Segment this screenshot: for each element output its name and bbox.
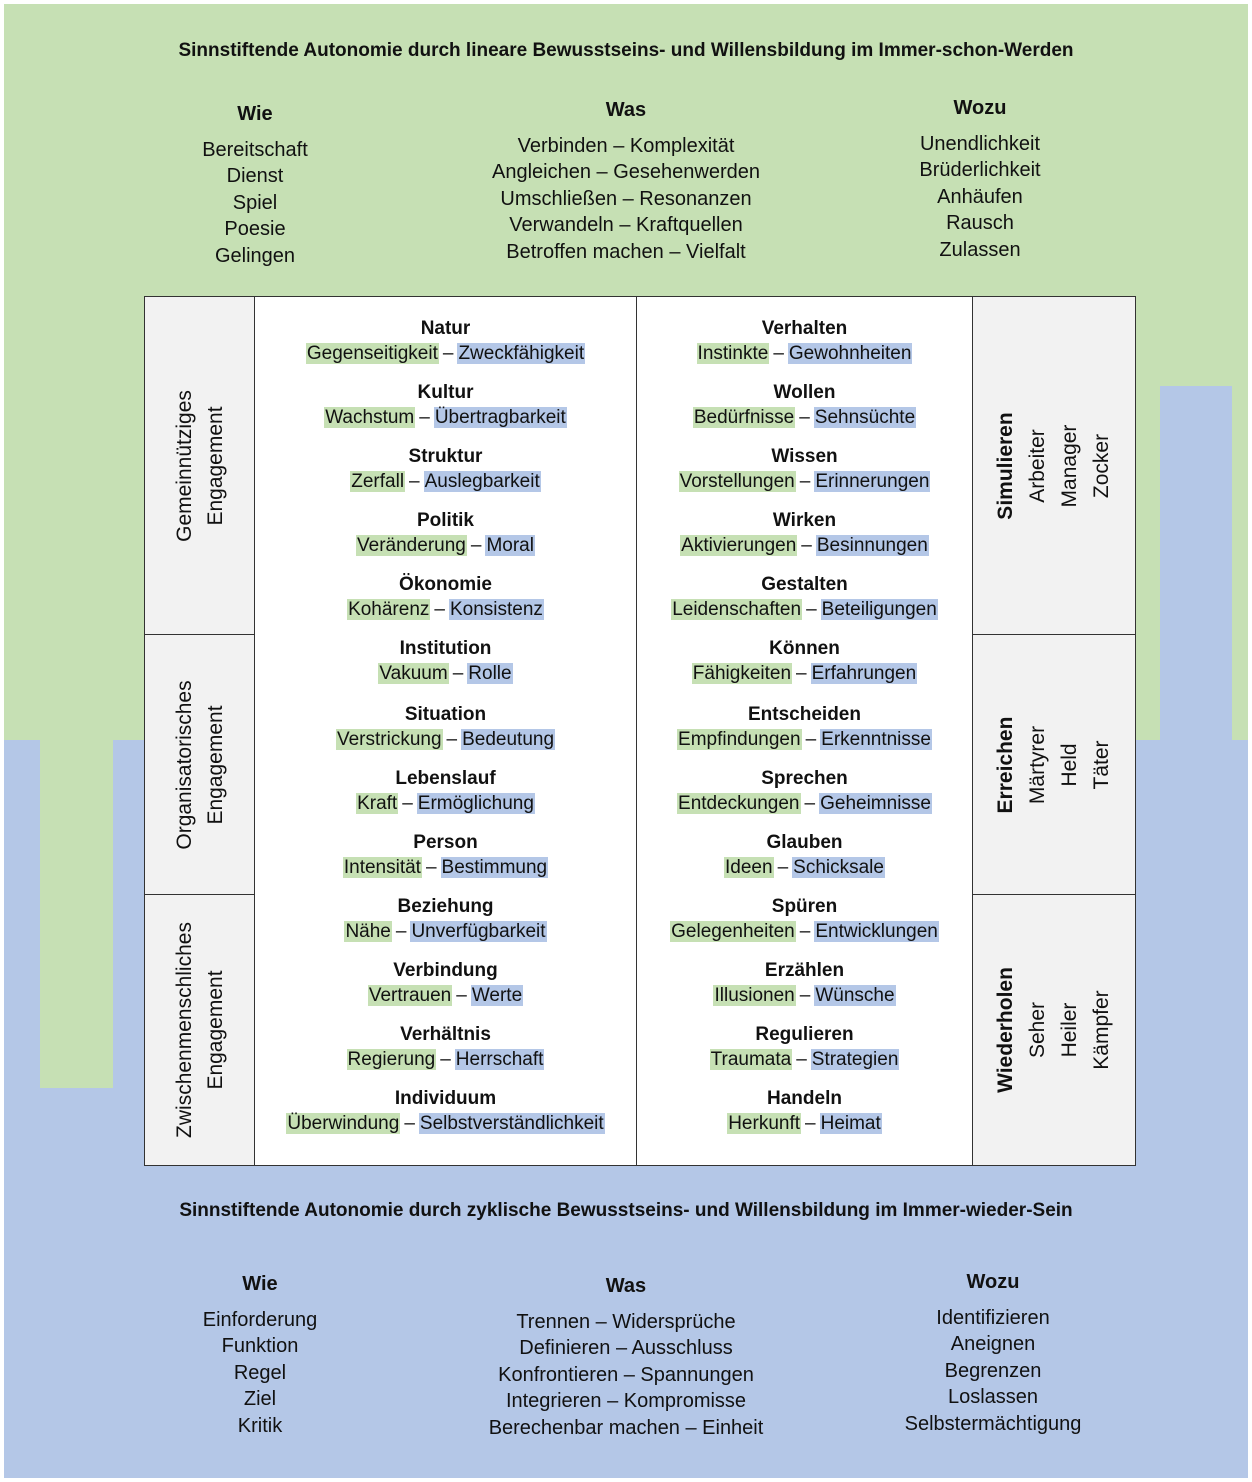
bottom-wie-item: Funktion xyxy=(221,1335,299,1357)
topic-term-blue: Erfahrungen xyxy=(811,663,917,684)
topic-title: Regulieren xyxy=(755,1024,854,1045)
bottom-wozu-item: Loslassen xyxy=(947,1386,1039,1408)
bottom-was-item: Konfrontieren – Spannungen xyxy=(498,1363,754,1386)
topic-title: Entscheiden xyxy=(748,704,861,725)
topic-entry xyxy=(255,637,636,687)
topic-term-green: Regierung xyxy=(347,1049,436,1070)
topic-pair xyxy=(637,1047,972,1073)
dash-separator: – xyxy=(470,535,482,556)
topic-term-blue: Auslegbarkeit xyxy=(424,471,540,492)
topic-pair xyxy=(255,533,636,559)
topic-pair xyxy=(637,983,972,1009)
engagement-cell-0 xyxy=(144,296,255,635)
role-item: Held xyxy=(1058,742,1081,787)
role-item: Kämpfer xyxy=(1090,990,1113,1070)
top-wozu-item: Zulassen xyxy=(939,238,1021,261)
topic-term-blue: Werte xyxy=(471,985,523,1006)
role-group xyxy=(990,967,1118,1093)
engagement-label-line: Engagement xyxy=(203,970,227,1090)
top-was-column xyxy=(456,97,796,265)
topic-term-blue: Entwicklungen xyxy=(815,921,938,942)
topic-title: Verbindung xyxy=(393,960,498,981)
topic-title: Sprechen xyxy=(761,768,848,789)
engagement-label-line: Engagement xyxy=(203,704,227,825)
topic-entry xyxy=(255,1023,636,1073)
bottom-wozu-item: Selbstermächtigung xyxy=(904,1412,1082,1435)
dash-separator: – xyxy=(425,857,437,878)
dash-separator: – xyxy=(442,343,454,364)
role-heading: Wiederholen xyxy=(994,967,1017,1093)
role-item: Seher xyxy=(1026,1001,1049,1059)
bottom-wozu-column xyxy=(893,1269,1093,1437)
role-group xyxy=(990,412,1118,519)
topic-pair xyxy=(637,1111,972,1137)
topic-entry xyxy=(637,573,972,623)
topic-pair xyxy=(637,661,972,687)
topic-term-blue: Strategien xyxy=(811,1049,899,1070)
topic-entry xyxy=(255,381,636,431)
bottom-wie-label: Wie xyxy=(242,1273,278,1295)
topic-term-green: Vertrauen xyxy=(368,985,452,1006)
top-wozu-item: Brüderlichkeit xyxy=(919,159,1041,181)
top-wozu-item: Rausch xyxy=(946,212,1014,234)
bottom-was-item: Trennen – Widersprüche xyxy=(516,1310,736,1333)
topic-pair xyxy=(637,405,972,431)
top-wie-item: Gelingen xyxy=(214,244,296,267)
engagement-label xyxy=(169,390,231,542)
top-was-item: Betroffen machen – Vielfalt xyxy=(506,240,746,263)
topic-term-green: Ideen xyxy=(725,857,773,878)
dash-separator: – xyxy=(395,921,407,942)
topic-title: Erzählen xyxy=(764,960,845,981)
topic-title: Handeln xyxy=(767,1088,842,1109)
topic-term-blue: Bedeutung xyxy=(462,729,555,750)
topic-entry xyxy=(637,895,972,945)
topic-term-blue: Wünsche xyxy=(815,985,895,1006)
topic-term-green: Empfindungen xyxy=(678,729,801,750)
topic-term-green: Gegenseitigkeit xyxy=(306,343,438,364)
dash-separator: – xyxy=(796,663,807,684)
topic-term-green: Zerfall xyxy=(351,471,405,492)
role-cell-1 xyxy=(972,634,1136,895)
topic-term-green: Kraft xyxy=(357,793,398,814)
dash-separator: – xyxy=(440,1049,451,1070)
bottom-wozu-item: Identifizieren xyxy=(936,1306,1050,1329)
topic-entry xyxy=(637,703,972,753)
topic-entry xyxy=(637,509,972,559)
topic-pair xyxy=(255,791,636,817)
topic-title: Spüren xyxy=(771,896,838,917)
dash-separator: – xyxy=(446,729,458,750)
topic-title: Glauben xyxy=(766,832,843,853)
left-topic-column xyxy=(254,296,637,1166)
topic-term-green: Wachstum xyxy=(325,407,415,428)
topic-entry xyxy=(637,959,972,1009)
dash-separator: – xyxy=(404,1113,415,1134)
role-item: Täter xyxy=(1090,739,1113,790)
top-was-item: Umschließen – Resonanzen xyxy=(500,187,752,210)
dash-separator: – xyxy=(799,985,811,1006)
topic-pair xyxy=(637,919,972,945)
dash-separator: – xyxy=(796,1049,807,1070)
topic-title: Gestalten xyxy=(761,574,848,595)
topic-term-blue: Selbstverständlichkeit xyxy=(419,1113,604,1134)
bottom-was-item: Berechenbar machen – Einheit xyxy=(488,1416,764,1439)
background-green-left-drop xyxy=(40,740,113,1088)
dash-separator: – xyxy=(419,407,430,428)
topic-title: Verhalten xyxy=(761,318,848,339)
topic-term-green: Bedürfnisse xyxy=(693,407,795,428)
topic-entry xyxy=(255,895,636,945)
topic-term-blue: Erinnerungen xyxy=(815,471,930,492)
topic-entry xyxy=(255,767,636,817)
dash-separator: – xyxy=(402,793,413,814)
topic-pair xyxy=(255,727,636,753)
topic-term-green: Veränderung xyxy=(357,535,466,556)
topic-term-green: Vorstellungen xyxy=(679,471,795,492)
engagement-label-line: Organisatorisches xyxy=(172,679,196,850)
topic-term-green: Verstrickung xyxy=(336,729,442,750)
dash-separator: – xyxy=(799,407,810,428)
topic-pair xyxy=(637,791,972,817)
topic-title: Verhältnis xyxy=(400,1024,491,1045)
topic-pair xyxy=(637,597,972,623)
top-wie-label: Wie xyxy=(237,103,273,125)
role-cell-2 xyxy=(972,894,1136,1166)
topic-title: Person xyxy=(413,832,478,853)
dash-separator: – xyxy=(805,1113,816,1134)
topic-title: Lebenslauf xyxy=(395,768,496,789)
topic-term-green: Illusionen xyxy=(714,985,795,1006)
topic-title: Politik xyxy=(416,510,474,531)
top-was-label: Was xyxy=(605,99,647,121)
dash-separator: – xyxy=(456,985,467,1006)
engagement-label-line: Gemeinnütziges xyxy=(172,389,196,542)
topic-entry xyxy=(637,445,972,495)
topic-title: Situation xyxy=(404,704,487,725)
topic-term-blue: Herrschaft xyxy=(455,1049,544,1070)
bottom-wie-item: Ziel xyxy=(243,1388,277,1410)
topic-title: Wollen xyxy=(773,382,836,403)
role-item: Heiler xyxy=(1058,1002,1081,1058)
topic-entry xyxy=(255,959,636,1009)
topic-pair xyxy=(637,341,972,367)
role-cell-0 xyxy=(972,296,1136,635)
topic-pair xyxy=(255,919,636,945)
topic-pair xyxy=(255,661,636,687)
engagement-label xyxy=(169,922,231,1138)
topic-entry xyxy=(637,637,972,687)
topic-term-blue: Gewohnheiten xyxy=(788,343,912,364)
topic-title: Beziehung xyxy=(397,896,494,917)
topic-entry xyxy=(255,831,636,881)
top-wozu-item: Anhäufen xyxy=(937,185,1023,208)
background-blue-right-rise xyxy=(1160,386,1232,740)
topic-term-blue: Unverfügbarkeit xyxy=(411,921,546,942)
topic-pair xyxy=(255,597,636,623)
bottom-wie-item: Regel xyxy=(233,1361,287,1384)
dash-separator: – xyxy=(409,471,420,492)
topic-entry xyxy=(637,381,972,431)
bottom-wozu-label: Wozu xyxy=(966,1271,1020,1293)
dash-separator: – xyxy=(801,535,812,556)
bottom-wie-item: Einforderung xyxy=(202,1308,318,1331)
engagement-grid xyxy=(144,296,1136,1166)
topic-entry xyxy=(255,573,636,623)
topic-title: Natur xyxy=(420,318,471,339)
topic-title: Struktur xyxy=(408,446,483,467)
topic-term-green: Instinkte xyxy=(697,343,769,364)
bottom-wozu-item: Begrenzen xyxy=(944,1359,1042,1382)
engagement-cell-2 xyxy=(144,894,255,1166)
right-topic-column xyxy=(636,296,973,1166)
topic-entry xyxy=(255,317,636,367)
topic-pair xyxy=(637,855,972,881)
bottom-wie-item: Kritik xyxy=(237,1414,283,1437)
topic-term-blue: Rolle xyxy=(468,663,512,684)
dash-separator: – xyxy=(805,729,817,750)
topic-term-green: Fähigkeiten xyxy=(692,663,792,684)
top-was-item: Verwandeln – Kraftquellen xyxy=(509,214,743,236)
topic-term-green: Aktivierungen xyxy=(681,535,797,556)
topic-term-blue: Schicksale xyxy=(793,857,884,878)
topic-term-blue: Übertragbarkeit xyxy=(434,407,566,428)
top-wozu-label: Wozu xyxy=(953,97,1007,119)
role-group xyxy=(990,716,1118,813)
dash-separator: – xyxy=(452,663,464,684)
topic-pair xyxy=(255,405,636,431)
dash-separator: – xyxy=(799,471,811,492)
topic-term-blue: Geheimnisse xyxy=(820,793,931,814)
topic-term-blue: Zweckfähigkeit xyxy=(458,343,585,364)
role-heading: Erreichen xyxy=(994,716,1017,813)
role-item: Märtyrer xyxy=(1026,725,1049,804)
topic-term-blue: Erkenntnisse xyxy=(821,729,931,750)
topic-title: Ökonomie xyxy=(399,574,492,595)
topic-term-green: Intensität xyxy=(343,857,421,878)
topic-term-blue: Beteiligungen xyxy=(821,599,937,620)
topic-term-blue: Ermöglichung xyxy=(417,793,534,814)
role-item: Manager xyxy=(1058,424,1081,507)
bottom-was-label: Was xyxy=(605,1275,647,1297)
engagement-label-line: Zwischenmenschliches xyxy=(172,922,196,1138)
bottom-wozu-item: Aneignen xyxy=(950,1333,1036,1355)
top-wie-item: Spiel xyxy=(232,191,278,214)
role-item: Zocker xyxy=(1090,433,1113,498)
topic-term-green: Traumata xyxy=(710,1049,792,1070)
topic-entry xyxy=(637,1023,972,1073)
topic-term-green: Nähe xyxy=(345,921,391,942)
dash-separator: – xyxy=(806,599,817,620)
topic-term-blue: Heimat xyxy=(820,1113,881,1134)
dash-separator: – xyxy=(804,793,816,814)
topic-pair xyxy=(255,855,636,881)
bottom-title: Sinnstiftende Autonomie durch zyklische Bewusstseins- und Willensbildung im Immer-wieder-Sein xyxy=(179,1200,1073,1221)
top-wozu-item: Unendlichkeit xyxy=(919,132,1041,155)
topic-title: Können xyxy=(769,638,840,659)
topic-term-blue: Sehnsüchte xyxy=(814,407,916,428)
dash-separator: – xyxy=(434,599,445,620)
topic-title: Wirken xyxy=(772,510,837,531)
dash-separator: – xyxy=(773,343,784,364)
engagement-label-line: Engagement xyxy=(203,405,227,526)
topic-term-green: Herkunft xyxy=(728,1113,801,1134)
topic-title: Institution xyxy=(399,638,492,659)
top-wie-item: Poesie xyxy=(224,218,286,240)
topic-pair xyxy=(255,1111,636,1137)
bottom-wie-column xyxy=(180,1271,340,1439)
topic-pair xyxy=(255,469,636,495)
topic-pair xyxy=(255,1047,636,1073)
topic-entry xyxy=(637,831,972,881)
topic-term-green: Leidenschaften xyxy=(672,599,802,620)
topic-entry xyxy=(255,1087,636,1137)
topic-term-green: Entdeckungen xyxy=(678,793,800,814)
dash-separator: – xyxy=(777,857,789,878)
dash-separator: – xyxy=(799,921,811,942)
top-wie-item: Bereitschaft xyxy=(202,138,308,161)
topic-term-blue: Konsistenz xyxy=(449,599,543,620)
topic-term-blue: Bestimmung xyxy=(441,857,548,878)
top-was-item: Angleichen – Gesehenwerden xyxy=(492,161,760,183)
topic-term-green: Kohärenz xyxy=(348,599,430,620)
topic-entry xyxy=(255,445,636,495)
top-wozu-column xyxy=(890,95,1070,263)
top-wie-item: Dienst xyxy=(226,165,284,187)
topic-term-green: Überwindung xyxy=(287,1113,400,1134)
topic-pair xyxy=(637,533,972,559)
topic-entry xyxy=(637,1087,972,1137)
topic-pair xyxy=(255,983,636,1009)
topic-term-green: Gelegenheiten xyxy=(671,921,795,942)
topic-pair xyxy=(637,469,972,495)
role-heading: Simulieren xyxy=(994,411,1017,520)
bottom-was-item: Integrieren – Kompromisse xyxy=(505,1390,747,1412)
topic-term-blue: Moral xyxy=(486,535,534,556)
topic-entry xyxy=(255,509,636,559)
top-wie-column xyxy=(175,101,335,269)
engagement-label xyxy=(169,680,231,849)
top-title: Sinnstiftende Autonomie durch lineare Bewusstseins- und Willensbildung im Immer-schon-Werden xyxy=(178,40,1074,61)
topic-entry xyxy=(637,317,972,367)
topic-term-green: Vakuum xyxy=(379,663,448,684)
bottom-was-column xyxy=(456,1273,796,1441)
topic-pair xyxy=(637,727,972,753)
topic-entry xyxy=(637,767,972,817)
bottom-was-item: Definieren – Ausschluss xyxy=(519,1337,733,1359)
engagement-cell-1 xyxy=(144,634,255,895)
topic-pair xyxy=(255,341,636,367)
topic-title: Wissen xyxy=(771,446,838,467)
role-item: Arbeiter xyxy=(1026,428,1049,503)
topic-title: Kultur xyxy=(417,382,474,403)
topic-entry xyxy=(255,703,636,753)
topic-title: Individuum xyxy=(394,1088,497,1109)
top-was-item: Verbinden – Komplexität xyxy=(517,134,735,157)
topic-term-blue: Besinnungen xyxy=(816,535,928,556)
